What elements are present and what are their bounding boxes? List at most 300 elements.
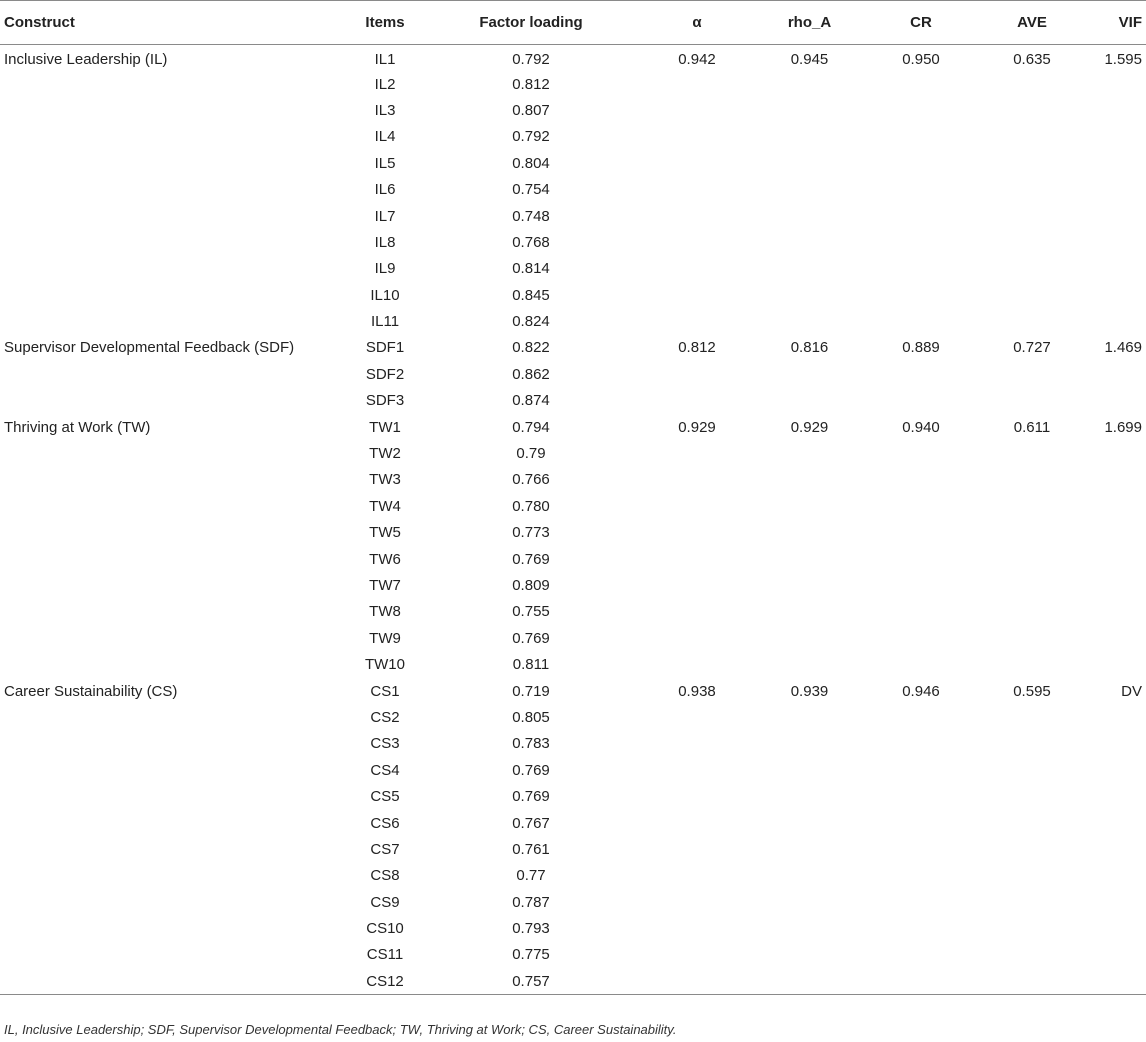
cr-cell bbox=[862, 150, 980, 176]
construct-cell bbox=[0, 546, 345, 572]
rho-a-cell bbox=[757, 176, 862, 202]
alpha-cell bbox=[637, 731, 757, 757]
table-row bbox=[0, 915, 1146, 941]
table-row bbox=[0, 520, 1146, 546]
factor-loading-cell: 0.768 bbox=[512, 233, 550, 251]
vif-cell bbox=[1084, 942, 1146, 968]
item-cell: IL11 bbox=[370, 313, 400, 331]
vif-cell bbox=[1084, 810, 1146, 836]
alpha-cell bbox=[637, 625, 757, 651]
item-cell: TW3 bbox=[369, 471, 401, 489]
ave-cell bbox=[980, 176, 1084, 202]
factor-loading-cell: 0.824 bbox=[512, 313, 550, 331]
item-cell: CS5 bbox=[370, 788, 400, 806]
vif-cell bbox=[1084, 493, 1146, 519]
table-row bbox=[0, 361, 1146, 387]
rho-a-cell bbox=[757, 651, 862, 677]
vif-cell bbox=[1084, 203, 1146, 229]
ave-cell: 0.611 bbox=[1013, 418, 1051, 436]
construct-cell: Inclusive Leadership (IL) bbox=[4, 51, 168, 69]
construct-cell bbox=[0, 863, 345, 889]
construct-cell bbox=[0, 308, 345, 334]
alpha-cell bbox=[637, 176, 757, 202]
alpha-cell bbox=[637, 546, 757, 572]
factor-loading-cell: 0.814 bbox=[512, 260, 550, 278]
rho-a-cell bbox=[757, 889, 862, 915]
cr-cell bbox=[862, 625, 980, 651]
ave-cell bbox=[980, 440, 1084, 466]
cr-cell bbox=[862, 124, 980, 150]
rho-a-cell bbox=[757, 388, 862, 414]
alpha-cell bbox=[637, 256, 757, 282]
construct-cell bbox=[0, 572, 345, 598]
table-row bbox=[0, 229, 1146, 255]
item-cell: IL2 bbox=[374, 75, 396, 93]
construct-cell bbox=[0, 71, 345, 97]
table-row bbox=[0, 282, 1146, 308]
ave-cell bbox=[980, 599, 1084, 625]
table-row bbox=[0, 731, 1146, 757]
factor-loading-cell: 0.754 bbox=[512, 181, 550, 199]
header-cr: CR bbox=[862, 1, 980, 45]
ave-cell bbox=[980, 203, 1084, 229]
rho-a-cell bbox=[757, 783, 862, 809]
factor-loading-cell: 0.805 bbox=[512, 708, 550, 726]
item-cell: IL7 bbox=[374, 207, 396, 225]
table-row bbox=[0, 599, 1146, 625]
construct-cell: Thriving at Work (TW) bbox=[4, 418, 151, 436]
cr-cell bbox=[862, 440, 980, 466]
alpha-cell bbox=[637, 889, 757, 915]
vif-cell bbox=[1084, 308, 1146, 334]
construct-cell bbox=[0, 625, 345, 651]
alpha-cell bbox=[637, 572, 757, 598]
table-row bbox=[0, 203, 1146, 229]
cr-cell bbox=[862, 704, 980, 730]
rho-a-cell bbox=[757, 467, 862, 493]
item-cell: CS4 bbox=[370, 761, 400, 779]
item-cell: TW2 bbox=[369, 445, 401, 463]
vif-cell bbox=[1084, 783, 1146, 809]
factor-loading-cell: 0.804 bbox=[512, 154, 550, 172]
construct-cell bbox=[0, 915, 345, 941]
table-row bbox=[0, 678, 1146, 704]
factor-loading-cell: 0.769 bbox=[512, 550, 550, 568]
header-ave: AVE bbox=[980, 1, 1084, 45]
alpha-cell bbox=[637, 704, 757, 730]
rho-a-cell bbox=[757, 863, 862, 889]
cr-cell bbox=[862, 308, 980, 334]
factor-loading-cell: 0.773 bbox=[512, 524, 550, 542]
item-cell: TW1 bbox=[369, 418, 401, 436]
table-row bbox=[0, 651, 1146, 677]
cr-cell bbox=[862, 968, 980, 994]
table-header bbox=[0, 1, 1146, 45]
cr-cell: 0.946 bbox=[902, 682, 940, 700]
header-rho-a: rho_A bbox=[757, 1, 862, 45]
rho-a-cell bbox=[757, 71, 862, 97]
ave-cell bbox=[980, 863, 1084, 889]
table-row bbox=[0, 810, 1146, 836]
ave-cell bbox=[980, 282, 1084, 308]
alpha-cell bbox=[637, 757, 757, 783]
table-row bbox=[0, 968, 1146, 994]
rho-a-cell bbox=[757, 546, 862, 572]
construct-cell bbox=[0, 256, 345, 282]
ave-cell bbox=[980, 150, 1084, 176]
header-construct: Construct bbox=[0, 1, 345, 45]
factor-loading-cell: 0.77 bbox=[516, 867, 546, 885]
table-row bbox=[0, 335, 1146, 361]
alpha-cell bbox=[637, 467, 757, 493]
item-cell: CS8 bbox=[370, 867, 400, 885]
item-cell: TW8 bbox=[369, 603, 401, 621]
construct-cell bbox=[0, 493, 345, 519]
rho-a-cell bbox=[757, 308, 862, 334]
ave-cell bbox=[980, 256, 1084, 282]
table-row bbox=[0, 176, 1146, 202]
vif-cell bbox=[1084, 625, 1146, 651]
item-cell: TW10 bbox=[364, 656, 405, 674]
header-row bbox=[0, 1, 1146, 45]
rho-a-cell bbox=[757, 572, 862, 598]
factor-loading-cell: 0.719 bbox=[512, 682, 550, 700]
item-cell: CS3 bbox=[370, 735, 400, 753]
rho-a-cell bbox=[757, 625, 862, 651]
ave-cell bbox=[980, 467, 1084, 493]
table-row bbox=[0, 71, 1146, 97]
table-row bbox=[0, 45, 1146, 71]
cr-cell: 0.950 bbox=[902, 51, 940, 69]
cr-cell bbox=[862, 599, 980, 625]
item-cell: IL5 bbox=[374, 154, 396, 172]
alpha-cell bbox=[637, 229, 757, 255]
cr-cell bbox=[862, 256, 980, 282]
rho-a-cell bbox=[757, 915, 862, 941]
ave-cell bbox=[980, 572, 1084, 598]
alpha-cell bbox=[637, 599, 757, 625]
table-row bbox=[0, 493, 1146, 519]
rho-a-cell bbox=[757, 150, 862, 176]
alpha-cell bbox=[637, 836, 757, 862]
ave-cell bbox=[980, 731, 1084, 757]
vif-cell bbox=[1084, 440, 1146, 466]
construct-cell bbox=[0, 282, 345, 308]
construct-cell bbox=[0, 968, 345, 994]
header-vif: VIF bbox=[1084, 1, 1146, 45]
cr-cell bbox=[862, 651, 980, 677]
vif-cell bbox=[1084, 256, 1146, 282]
alpha-cell: 0.812 bbox=[678, 339, 716, 357]
table-row bbox=[0, 704, 1146, 730]
ave-cell bbox=[980, 493, 1084, 519]
cr-cell bbox=[862, 493, 980, 519]
table-row bbox=[0, 308, 1146, 334]
vif-cell bbox=[1084, 704, 1146, 730]
alpha-cell: 0.942 bbox=[678, 51, 716, 69]
rho-a-cell bbox=[757, 203, 862, 229]
ave-cell bbox=[980, 757, 1084, 783]
alpha-cell bbox=[637, 520, 757, 546]
table-row bbox=[0, 124, 1146, 150]
construct-cell bbox=[0, 229, 345, 255]
alpha-cell bbox=[637, 308, 757, 334]
rho-a-cell bbox=[757, 810, 862, 836]
table-row bbox=[0, 572, 1146, 598]
vif-cell bbox=[1084, 757, 1146, 783]
cr-cell bbox=[862, 97, 980, 123]
rho-a-cell bbox=[757, 599, 862, 625]
cr-cell bbox=[862, 282, 980, 308]
vif-cell bbox=[1084, 467, 1146, 493]
cr-cell bbox=[862, 176, 980, 202]
factor-loading-cell: 0.792 bbox=[512, 51, 550, 69]
vif-cell bbox=[1084, 599, 1146, 625]
rho-a-cell bbox=[757, 942, 862, 968]
ave-cell bbox=[980, 71, 1084, 97]
factor-loading-cell: 0.807 bbox=[512, 101, 550, 119]
ave-cell bbox=[980, 810, 1084, 836]
ave-cell bbox=[980, 704, 1084, 730]
alpha-cell bbox=[637, 124, 757, 150]
construct-cell bbox=[0, 520, 345, 546]
vif-cell bbox=[1084, 889, 1146, 915]
table-row bbox=[0, 783, 1146, 809]
item-cell: SDF3 bbox=[365, 392, 405, 410]
cr-cell bbox=[862, 783, 980, 809]
factor-loading-cell: 0.794 bbox=[512, 418, 550, 436]
item-cell: TW4 bbox=[369, 497, 401, 515]
cr-cell bbox=[862, 388, 980, 414]
ave-cell bbox=[980, 308, 1084, 334]
ave-cell bbox=[980, 651, 1084, 677]
cr-cell bbox=[862, 731, 980, 757]
cr-cell bbox=[862, 757, 980, 783]
vif-cell bbox=[1084, 150, 1146, 176]
item-cell: CS9 bbox=[370, 893, 400, 911]
table-row bbox=[0, 546, 1146, 572]
rho-a-cell bbox=[757, 229, 862, 255]
construct-cell bbox=[0, 467, 345, 493]
item-cell: TW9 bbox=[369, 629, 401, 647]
item-cell: SDF2 bbox=[365, 365, 405, 383]
factor-loading-cell: 0.874 bbox=[512, 392, 550, 410]
vif-cell bbox=[1084, 520, 1146, 546]
factor-loading-cell: 0.811 bbox=[512, 656, 550, 674]
cr-cell bbox=[862, 467, 980, 493]
alpha-cell bbox=[637, 915, 757, 941]
ave-cell bbox=[980, 942, 1084, 968]
cr-cell: 0.940 bbox=[902, 418, 940, 436]
alpha-cell bbox=[637, 863, 757, 889]
construct-cell bbox=[0, 942, 345, 968]
header-factor-loading: Factor loading bbox=[425, 1, 637, 45]
alpha-cell bbox=[637, 71, 757, 97]
rho-a-cell bbox=[757, 124, 862, 150]
factor-loading-cell: 0.769 bbox=[512, 788, 550, 806]
item-cell: CS10 bbox=[366, 920, 404, 938]
rho-a-cell bbox=[757, 968, 862, 994]
alpha-cell bbox=[637, 97, 757, 123]
header-alpha: α bbox=[637, 1, 757, 45]
vif-cell bbox=[1084, 71, 1146, 97]
construct-cell bbox=[0, 836, 345, 862]
item-cell: CS11 bbox=[366, 946, 404, 964]
factor-loading-cell: 0.845 bbox=[512, 286, 550, 304]
item-cell: IL4 bbox=[374, 128, 396, 146]
alpha-cell bbox=[637, 388, 757, 414]
vif-cell bbox=[1084, 915, 1146, 941]
vif-cell bbox=[1084, 388, 1146, 414]
cr-cell bbox=[862, 810, 980, 836]
ave-cell bbox=[980, 97, 1084, 123]
alpha-cell: 0.938 bbox=[678, 682, 716, 700]
cr-cell bbox=[862, 361, 980, 387]
table-footnote: IL, Inclusive Leadership; SDF, Supervisor Developmental Feedback; TW, Thriving at Work; CS, Career Sustainability. bbox=[4, 1022, 677, 1037]
vif-cell: 1.595 bbox=[1104, 51, 1142, 69]
item-cell: IL10 bbox=[370, 286, 400, 304]
rho-a-cell: 0.939 bbox=[790, 682, 829, 700]
vif-cell bbox=[1084, 282, 1146, 308]
rho-a-cell bbox=[757, 836, 862, 862]
item-cell: CS2 bbox=[370, 708, 400, 726]
construct-cell bbox=[0, 203, 345, 229]
table-row bbox=[0, 97, 1146, 123]
ave-cell bbox=[980, 229, 1084, 255]
construct-cell bbox=[0, 388, 345, 414]
cr-cell bbox=[862, 229, 980, 255]
footer-rule-row bbox=[0, 995, 1146, 1004]
alpha-cell: 0.929 bbox=[678, 418, 716, 436]
rho-a-cell: 0.816 bbox=[790, 339, 829, 357]
alpha-cell bbox=[637, 150, 757, 176]
item-cell: TW5 bbox=[369, 524, 401, 542]
item-cell: IL6 bbox=[374, 181, 396, 199]
factor-loading-cell: 0.793 bbox=[512, 920, 550, 938]
table-row bbox=[0, 467, 1146, 493]
alpha-cell bbox=[637, 968, 757, 994]
ave-cell bbox=[980, 625, 1084, 651]
factor-loading-cell: 0.812 bbox=[512, 75, 550, 93]
vif-cell bbox=[1084, 572, 1146, 598]
factor-loading-cell: 0.766 bbox=[512, 471, 550, 489]
item-cell: IL1 bbox=[374, 51, 396, 69]
vif-cell: 1.699 bbox=[1104, 418, 1142, 436]
construct-cell bbox=[0, 810, 345, 836]
construct-cell bbox=[0, 704, 345, 730]
item-cell: SDF1 bbox=[365, 339, 405, 357]
factor-loading-cell: 0.787 bbox=[512, 893, 550, 911]
factor-loading-cell: 0.769 bbox=[512, 629, 550, 647]
factor-loading-cell: 0.780 bbox=[512, 497, 550, 515]
construct-cell bbox=[0, 361, 345, 387]
table-row bbox=[0, 625, 1146, 651]
alpha-cell bbox=[637, 783, 757, 809]
factor-loading-cell: 0.757 bbox=[512, 972, 550, 990]
vif-cell bbox=[1084, 97, 1146, 123]
table-row bbox=[0, 150, 1146, 176]
table-row bbox=[0, 414, 1146, 440]
construct-cell bbox=[0, 651, 345, 677]
cr-cell: 0.889 bbox=[902, 339, 940, 357]
alpha-cell bbox=[637, 361, 757, 387]
cr-cell bbox=[862, 942, 980, 968]
rho-a-cell: 0.929 bbox=[790, 418, 829, 436]
item-cell: TW7 bbox=[369, 577, 401, 594]
table-body bbox=[0, 45, 1146, 995]
rho-a-cell bbox=[757, 361, 862, 387]
construct-cell bbox=[0, 757, 345, 783]
factor-loading-cell: 0.775 bbox=[512, 946, 550, 964]
ave-cell bbox=[980, 520, 1084, 546]
table-row bbox=[0, 863, 1146, 889]
cr-cell bbox=[862, 572, 980, 598]
cr-cell bbox=[862, 203, 980, 229]
alpha-cell bbox=[637, 440, 757, 466]
ave-cell: 0.595 bbox=[1013, 682, 1051, 700]
construct-cell bbox=[0, 783, 345, 809]
cr-cell bbox=[862, 889, 980, 915]
table-row bbox=[0, 836, 1146, 862]
rho-a-cell bbox=[757, 493, 862, 519]
cr-cell bbox=[862, 546, 980, 572]
construct-cell bbox=[0, 176, 345, 202]
item-cell: CS1 bbox=[370, 682, 400, 700]
table-footer-rule bbox=[0, 995, 1146, 1004]
vif-cell bbox=[1084, 731, 1146, 757]
vif-cell bbox=[1084, 176, 1146, 202]
rho-a-cell bbox=[757, 282, 862, 308]
construct-cell bbox=[0, 97, 345, 123]
vif-cell bbox=[1084, 124, 1146, 150]
factor-loading-cell: 0.761 bbox=[512, 840, 550, 858]
header-items: Items bbox=[345, 1, 425, 45]
rho-a-cell bbox=[757, 757, 862, 783]
construct-cell: Supervisor Developmental Feedback (SDF) bbox=[4, 339, 295, 357]
table-row bbox=[0, 889, 1146, 915]
alpha-cell bbox=[637, 942, 757, 968]
alpha-cell bbox=[637, 493, 757, 519]
item-cell: CS12 bbox=[366, 972, 404, 990]
cr-cell bbox=[862, 520, 980, 546]
rho-a-cell bbox=[757, 731, 862, 757]
item-cell: IL9 bbox=[374, 260, 396, 278]
table-row bbox=[0, 757, 1146, 783]
alpha-cell bbox=[637, 651, 757, 677]
factor-loading-cell: 0.755 bbox=[512, 603, 550, 621]
ave-cell bbox=[980, 361, 1084, 387]
table-row bbox=[0, 942, 1146, 968]
ave-cell: 0.727 bbox=[1013, 339, 1051, 357]
cr-cell bbox=[862, 915, 980, 941]
construct-cell bbox=[0, 150, 345, 176]
cr-cell bbox=[862, 836, 980, 862]
vif-cell bbox=[1084, 651, 1146, 677]
cr-cell bbox=[862, 71, 980, 97]
vif-cell: DV bbox=[1121, 682, 1142, 700]
ave-cell bbox=[980, 783, 1084, 809]
vif-cell bbox=[1084, 229, 1146, 255]
construct-cell bbox=[0, 889, 345, 915]
construct-cell: Career Sustainability (CS) bbox=[4, 682, 178, 700]
factor-loading-cell: 0.748 bbox=[512, 207, 550, 225]
table-row bbox=[0, 440, 1146, 466]
alpha-cell bbox=[637, 203, 757, 229]
factor-loading-cell: 0.862 bbox=[512, 365, 550, 383]
alpha-cell bbox=[637, 282, 757, 308]
construct-cell bbox=[0, 599, 345, 625]
factor-loading-cell: 0.783 bbox=[512, 735, 550, 753]
